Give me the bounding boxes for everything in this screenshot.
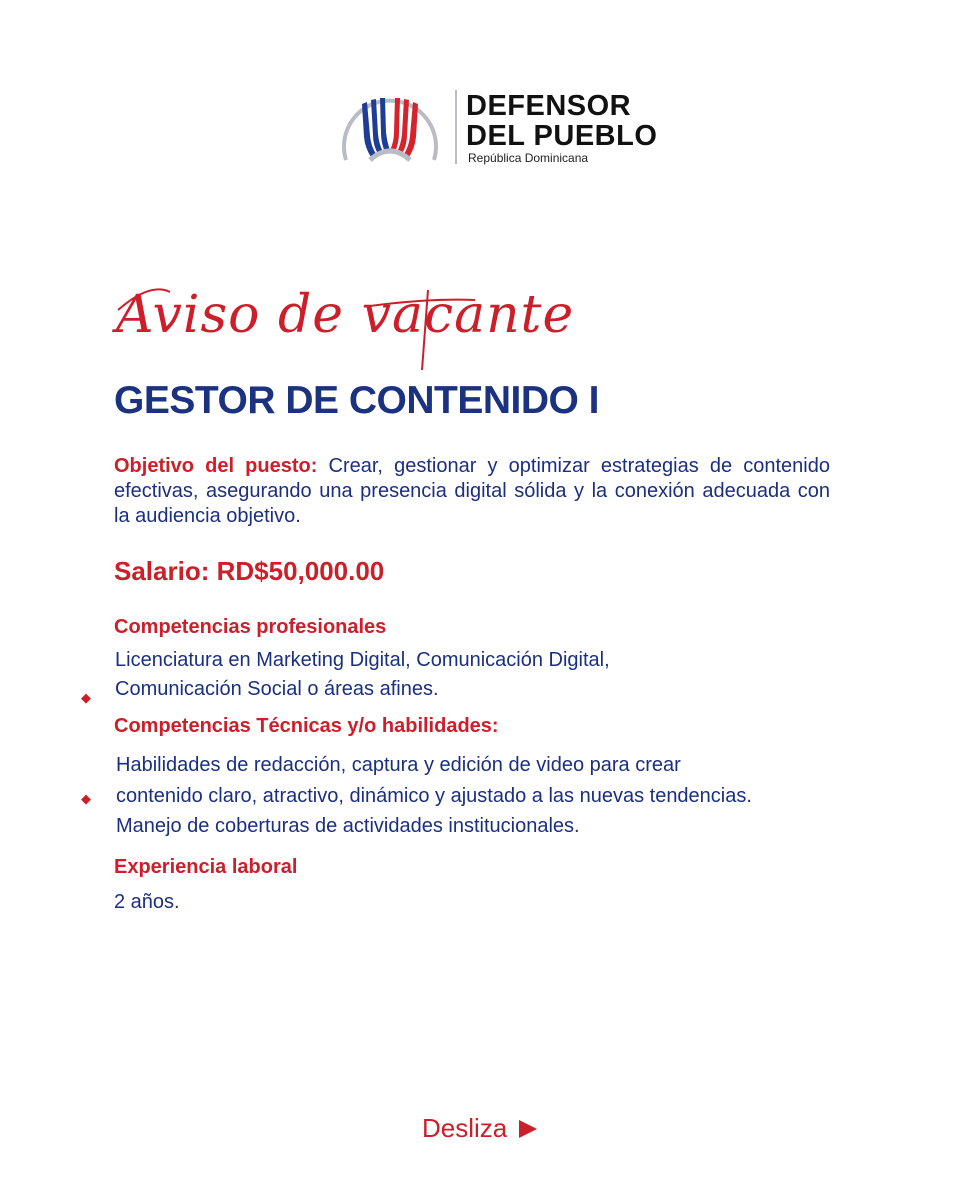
job-title: GESTOR DE CONTENIDO I — [114, 379, 599, 422]
section-line: contenido claro, atractivo, dinámico y ajustado a las nuevas tendencias. — [116, 785, 752, 807]
objective-text: Crear, gestionar y optimizar estrategias de contenido efectivas, asegurando una presencia digital sólida y la conexión adecuada con la audiencia objetivo. — [114, 455, 830, 527]
section-line: Comunicación Social o áreas afines. — [115, 678, 439, 700]
section-line: Licenciatura en Marketing Digital, Comunicación Digital, — [115, 649, 610, 671]
svg-text:Aviso de vacante: Aviso de vacante — [116, 285, 575, 345]
script-title-aviso-de-vacante — [110, 262, 575, 382]
swipe-label: Desliza — [422, 1113, 508, 1143]
section-line: 2 años. — [114, 891, 180, 913]
bullet-diamond-icon: ◆ — [81, 791, 91, 806]
play-arrow-icon — [517, 1118, 539, 1140]
section-title-technical-skills: Competencias Técnicas y/o habilidades: — [114, 715, 499, 737]
section-line: Habilidades de redacción, captura y edición de video para crear — [116, 754, 681, 776]
section-title-professional-skills: Competencias profesionales — [114, 616, 387, 638]
job-objective — [114, 454, 830, 529]
section-title-work-experience: Experiencia laboral — [114, 856, 298, 878]
logo-text-del-pueblo: DEL PUEBLO — [466, 120, 658, 152]
bullet-diamond-icon: ◆ — [81, 690, 91, 705]
objective-label: Objetivo del puesto: — [114, 455, 318, 477]
logo-divider — [455, 90, 457, 164]
defensor-del-pueblo-emblem — [340, 82, 440, 168]
logo-text-defensor: DEFENSOR — [466, 90, 632, 122]
logo-text-country: República Dominicana — [468, 151, 589, 165]
salary: Salario: RD$50,000.00 — [114, 556, 385, 586]
section-line: Manejo de coberturas de actividades institucionales. — [116, 815, 580, 837]
